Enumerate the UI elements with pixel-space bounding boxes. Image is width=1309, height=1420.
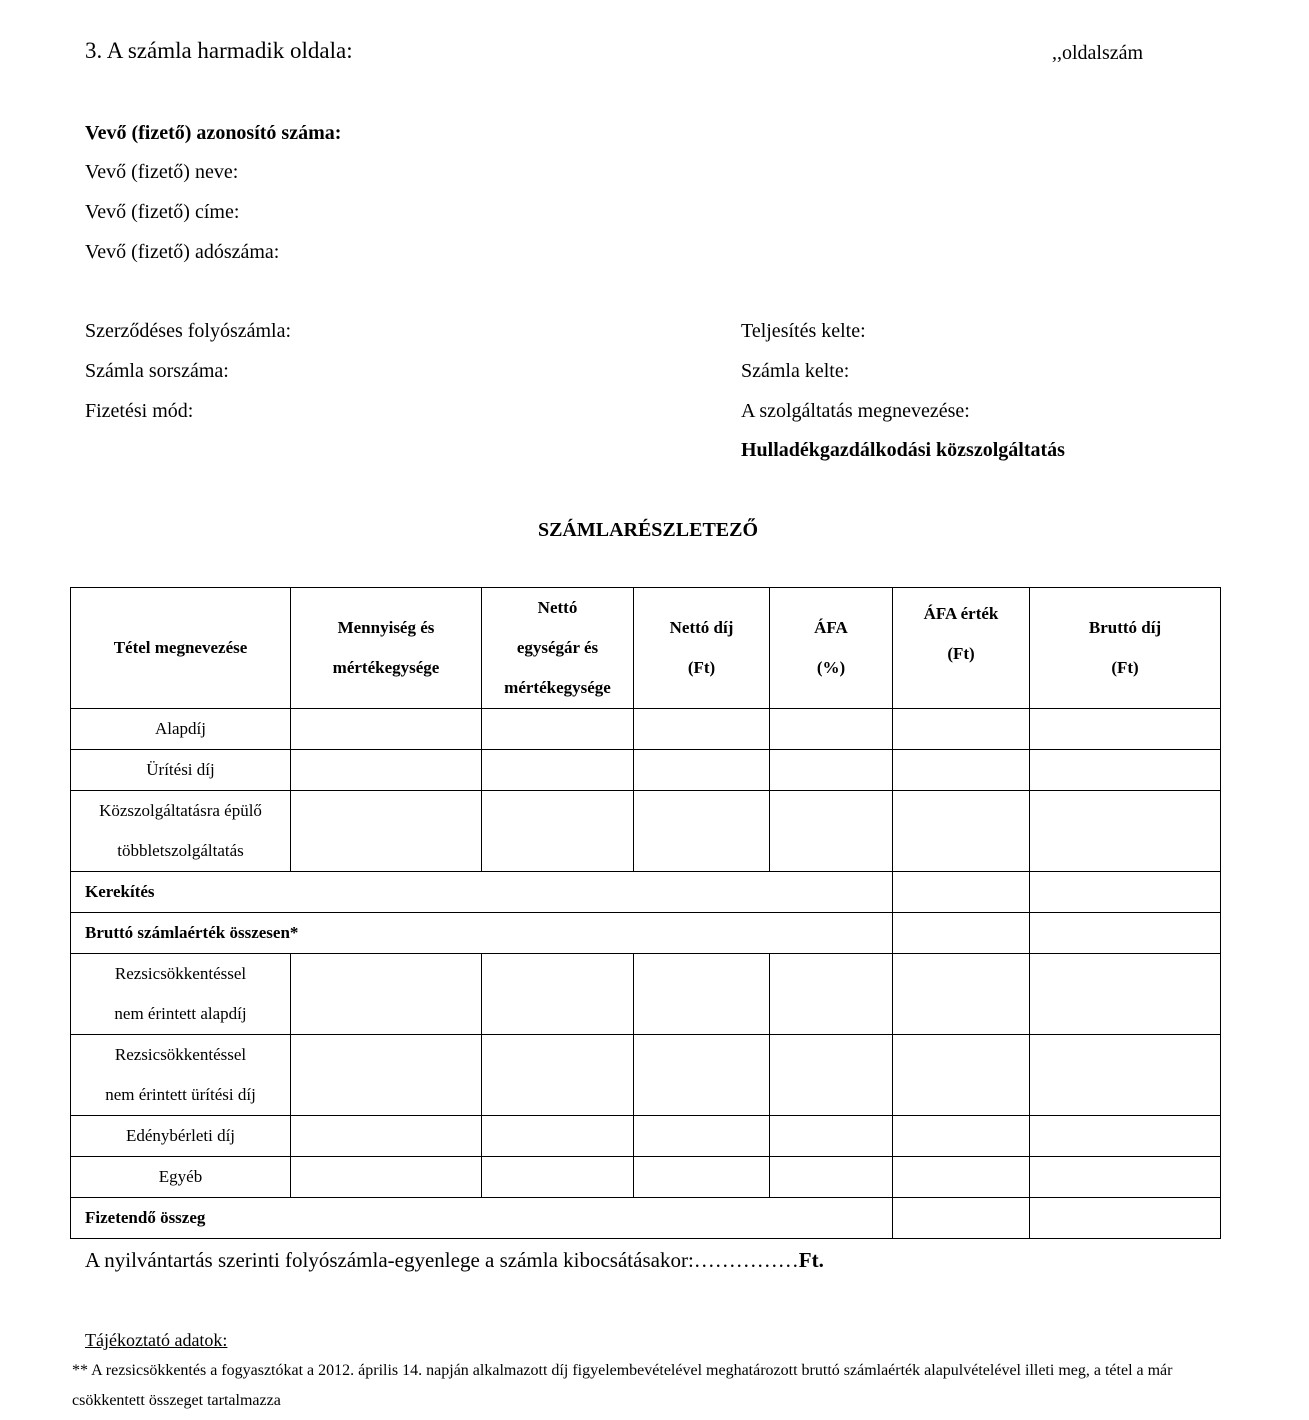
row-label-other: Egyéb	[71, 1157, 291, 1198]
cell	[291, 1157, 482, 1198]
table-row	[71, 1198, 1221, 1239]
cell	[291, 709, 482, 750]
page-title: 3. A számla harmadik oldala:	[85, 38, 353, 63]
cell	[893, 709, 1030, 750]
cell	[893, 791, 1030, 872]
row-label-amount-payable: Fizetendő összeg	[71, 1198, 893, 1239]
cell	[1030, 750, 1221, 791]
info-title: Tájékoztató adatok:	[85, 1330, 228, 1350]
table-row	[71, 1116, 1221, 1157]
footnote: ** A rezsicsökkentés a fogyasztókat a 2012. április 14. napján alkalmazott díj figyelembevételével meghatározott bruttó számlaérték alapulvételével illeti meg, a tétel a már csökkentett összeget tartalmazza	[72, 1362, 1173, 1409]
page-number-label: ,,oldalszám	[1052, 42, 1144, 64]
cell	[482, 1157, 634, 1198]
cell	[770, 750, 893, 791]
cell	[634, 1157, 770, 1198]
cell	[482, 1116, 634, 1157]
table-row	[71, 709, 1221, 750]
account-balance-unit: Ft.	[798, 1248, 824, 1272]
cell	[1030, 709, 1221, 750]
cell	[770, 954, 893, 1035]
cell	[1030, 954, 1221, 1035]
row-label-extra-service: Közszolgáltatásra épülő többletszolgáltatás	[71, 791, 291, 872]
cell	[1030, 1157, 1221, 1198]
cell	[1030, 872, 1221, 913]
invoice-details-table	[70, 587, 1221, 1239]
cell	[893, 913, 1030, 954]
cell	[1030, 913, 1221, 954]
cell	[482, 1035, 634, 1116]
row-label-container-rental: Edénybérleti díj	[71, 1116, 291, 1157]
buyer-address-label: Vevő (fizető) címe:	[85, 201, 240, 223]
buyer-tax-label: Vevő (fizető) adószáma:	[85, 241, 280, 263]
cell	[291, 1035, 482, 1116]
cell	[482, 954, 634, 1035]
fulfilment-date-label: Teljesítés kelte:	[741, 320, 866, 342]
table-row	[71, 1157, 1221, 1198]
cell	[291, 1116, 482, 1157]
header-net-unit-price: Nettó egységár és mértékegysége	[482, 588, 634, 709]
account-balance-line	[85, 1248, 824, 1273]
row-label-rounding: Kerekítés	[71, 872, 893, 913]
payment-method-label: Fizetési mód:	[85, 400, 194, 422]
cell	[893, 1157, 1030, 1198]
cell	[893, 1116, 1030, 1157]
header-vat-value: ÁFA érték (Ft)	[893, 588, 1030, 709]
cell	[634, 750, 770, 791]
cell	[634, 1035, 770, 1116]
cell	[634, 1116, 770, 1157]
service-name-label: A szolgáltatás megnevezése:	[741, 400, 970, 422]
cell	[1030, 791, 1221, 872]
cell	[291, 791, 482, 872]
cell	[770, 1035, 893, 1116]
cell	[893, 954, 1030, 1035]
contract-account-label: Szerződéses folyószámla:	[85, 320, 292, 342]
cell	[770, 791, 893, 872]
cell	[770, 709, 893, 750]
row-label-emptying-fee: Ürítési díj	[71, 750, 291, 791]
row-label-nonreduced-emptying-fee: Rezsicsökkentéssel nem érintett ürítési díj	[71, 1035, 291, 1116]
cell	[893, 1198, 1030, 1239]
table-row	[71, 954, 1221, 1035]
header-quantity: Mennyiség és mértékegysége	[291, 588, 482, 709]
buyer-id-label: Vevő (fizető) azonosító száma:	[85, 122, 342, 144]
cell	[893, 750, 1030, 791]
account-balance-text: A nyilvántartás szerinti folyószámla-egyenlege a számla kibocsátásakor:……………	[85, 1248, 799, 1272]
cell	[634, 954, 770, 1035]
cell	[770, 1116, 893, 1157]
cell	[634, 709, 770, 750]
row-label-base-fee: Alapdíj	[71, 709, 291, 750]
cell	[482, 791, 634, 872]
cell	[770, 1157, 893, 1198]
cell	[1030, 1035, 1221, 1116]
header-gross-fee: Bruttó díj (Ft)	[1030, 588, 1221, 709]
row-label-gross-total: Bruttó számlaérték összesen*	[71, 913, 893, 954]
cell	[291, 954, 482, 1035]
service-name-value: Hulladékgazdálkodási közszolgáltatás	[741, 439, 1065, 461]
table-row	[71, 913, 1221, 954]
row-label-nonreduced-base-fee: Rezsicsökkentéssel nem érintett alapdíj	[71, 954, 291, 1035]
table-row	[71, 750, 1221, 791]
cell	[482, 750, 634, 791]
table-row	[71, 1035, 1221, 1116]
invoice-serial-label: Számla sorszáma:	[85, 360, 229, 382]
cell	[634, 791, 770, 872]
cell	[893, 872, 1030, 913]
cell	[291, 750, 482, 791]
cell	[893, 1035, 1030, 1116]
cell	[1030, 1198, 1221, 1239]
header-vat-percent: ÁFA (%)	[770, 588, 893, 709]
header-net-fee: Nettó díj (Ft)	[634, 588, 770, 709]
table-header-row	[71, 588, 1221, 709]
header-item-name: Tétel megnevezése	[71, 588, 291, 709]
table-row	[71, 791, 1221, 872]
details-title: SZÁMLARÉSZLETEZŐ	[537, 519, 759, 541]
cell	[1030, 1116, 1221, 1157]
table-row	[71, 872, 1221, 913]
invoice-date-label: Számla kelte:	[741, 360, 850, 382]
buyer-name-label: Vevő (fizető) neve:	[85, 161, 239, 183]
cell	[482, 709, 634, 750]
